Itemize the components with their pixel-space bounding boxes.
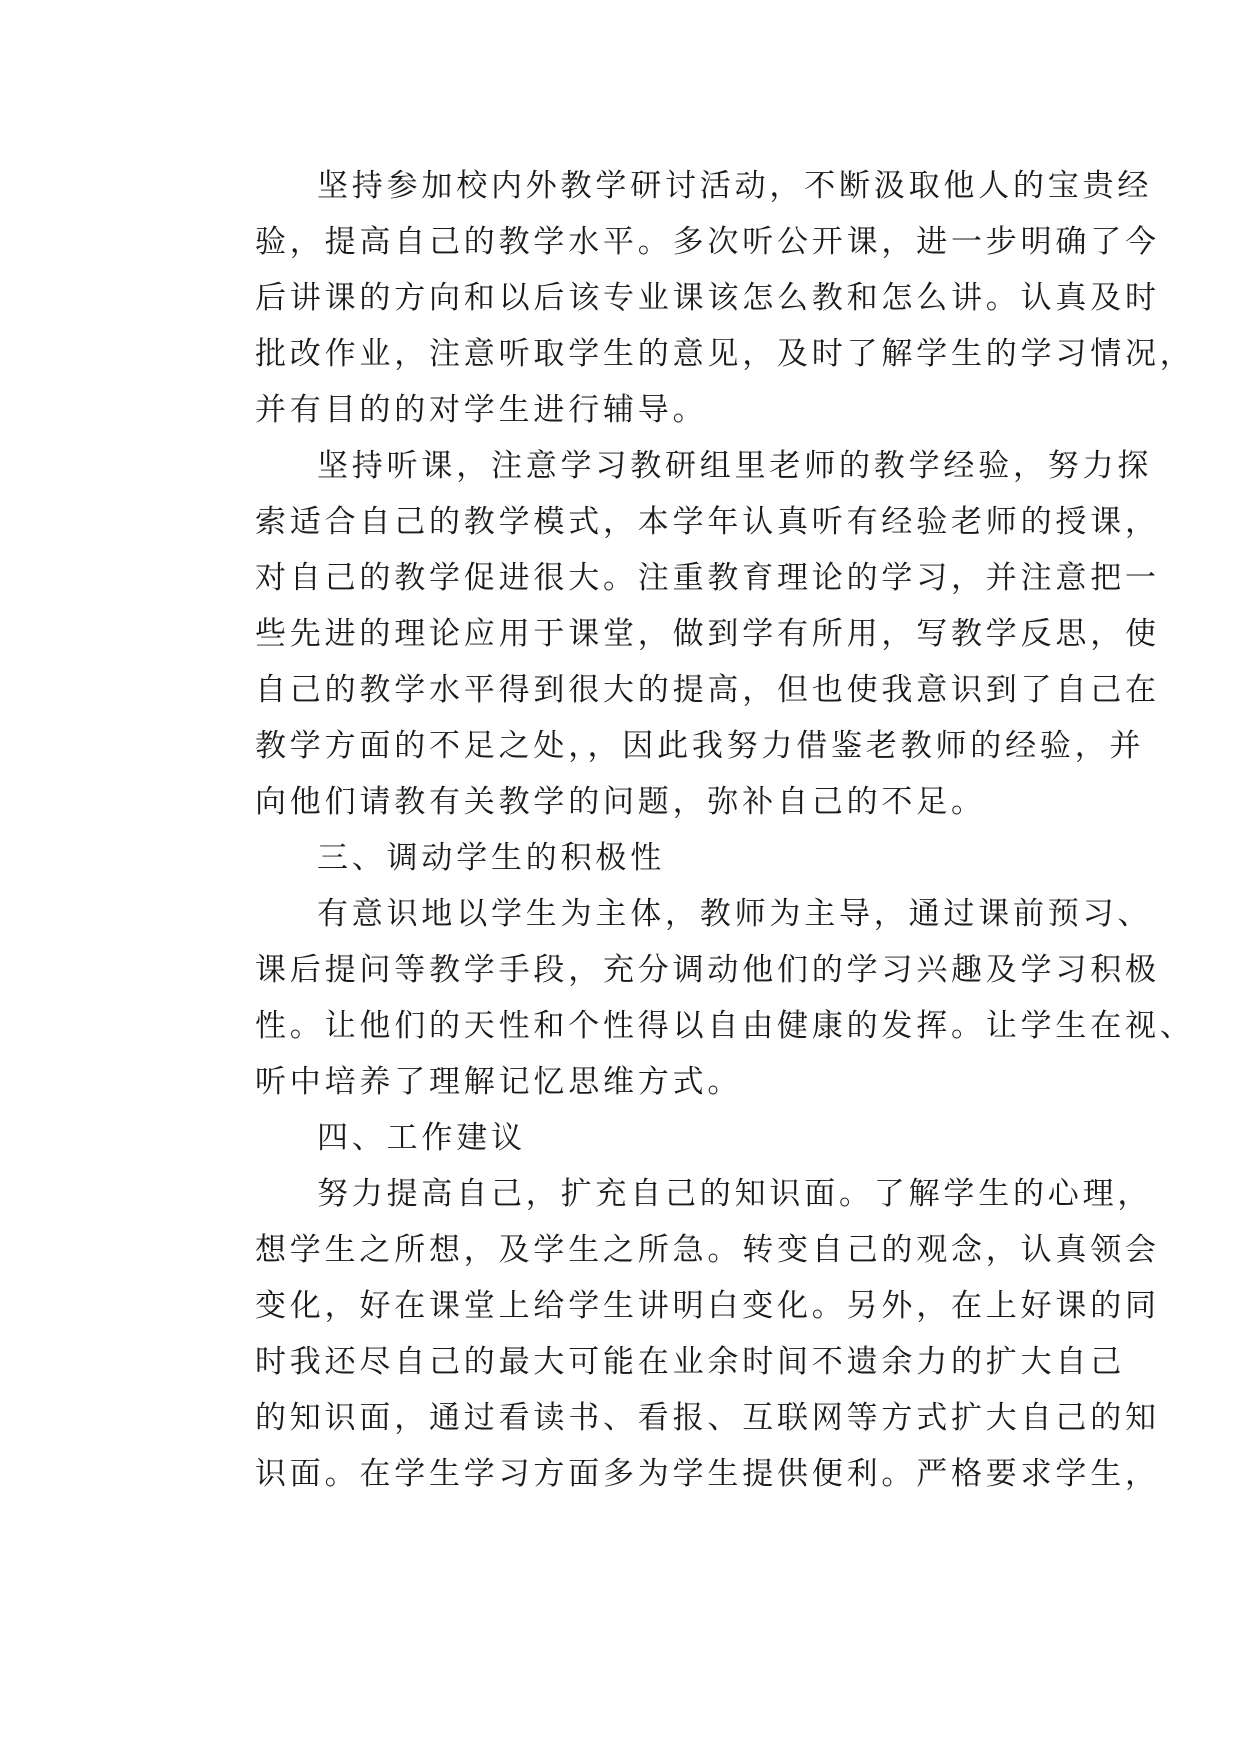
text-line: 性。让他们的天性和个性得以自由健康的发挥。让学生在视、: [255, 1008, 1195, 1044]
text-line: 后讲课的方向和以后该专业课该怎么教和怎么讲。认真及时: [255, 280, 1160, 316]
text-line: 索适合自己的教学模式，本学年认真听有经验老师的授课，: [255, 504, 1160, 540]
heading-text: 三、调动学生的积极性: [317, 840, 665, 876]
text-line: 并有目的的对学生进行辅导。: [255, 392, 708, 428]
paragraph-student-initiative: [193, 886, 1195, 1110]
text-line: 对自己的教学促进很大。注重教育理论的学习，并注意把一: [255, 560, 1160, 596]
heading-text: 四、工作建议: [317, 1120, 526, 1156]
text-line: 时我还尽自己的最大可能在业余时间不遗余力的扩大自己: [255, 1344, 1125, 1380]
text-line: 课后提问等教学手段，充分调动他们的学习兴趣及学习积极: [255, 952, 1160, 988]
paragraph-lesson-observation: [193, 438, 1160, 830]
document-body: [193, 158, 1195, 1502]
text-line: 想学生之所想，及学生之所急。转变自己的观念，认真领会: [255, 1232, 1160, 1268]
text-line: 变化，好在课堂上给学生讲明白变化。另外，在上好课的同: [255, 1288, 1160, 1324]
text-line: 批改作业，注意听取学生的意见，及时了解学生的学习情况，: [255, 336, 1195, 372]
text-line: 向他们请教有关教学的问题，弥补自己的不足。: [255, 784, 986, 820]
text-line: 的知识面，通过看读书、看报、互联网等方式扩大自己的知: [255, 1400, 1160, 1436]
text-line: 听中培养了理解记忆思维方式。: [255, 1064, 743, 1100]
text-line: 自己的教学水平得到很大的提高，但也使我意识到了自己在: [255, 672, 1160, 708]
text-line: 坚持参加校内外教学研讨活动，不断汲取他人的宝贵经: [317, 168, 1153, 204]
paragraph-work-suggestions: [193, 1166, 1160, 1502]
section-heading-three: [193, 830, 1049, 886]
text-line: 有意识地以学生为主体，教师为主导，通过课前预习、: [317, 896, 1153, 932]
text-line: 教学方面的不足之处，，因此我努力借鉴老教师的经验，并: [255, 728, 1145, 764]
text-line: 些先进的理论应用于课堂，做到学有所用，写教学反思，使: [255, 616, 1160, 652]
text-line: 验，提高自己的教学水平。多次听公开课，进一步明确了今: [255, 224, 1160, 260]
text-line: 坚持听课，注意学习教研组里老师的教学经验，努力探: [317, 448, 1153, 484]
section-heading-four: [193, 1110, 1049, 1166]
paragraph-teaching-research: [193, 158, 1195, 438]
text-line: 识面。在学生学习方面多为学生提供便利。严格要求学生，: [255, 1456, 1160, 1492]
text-line: 努力提高自己，扩充自己的知识面。了解学生的心理，: [317, 1176, 1153, 1212]
